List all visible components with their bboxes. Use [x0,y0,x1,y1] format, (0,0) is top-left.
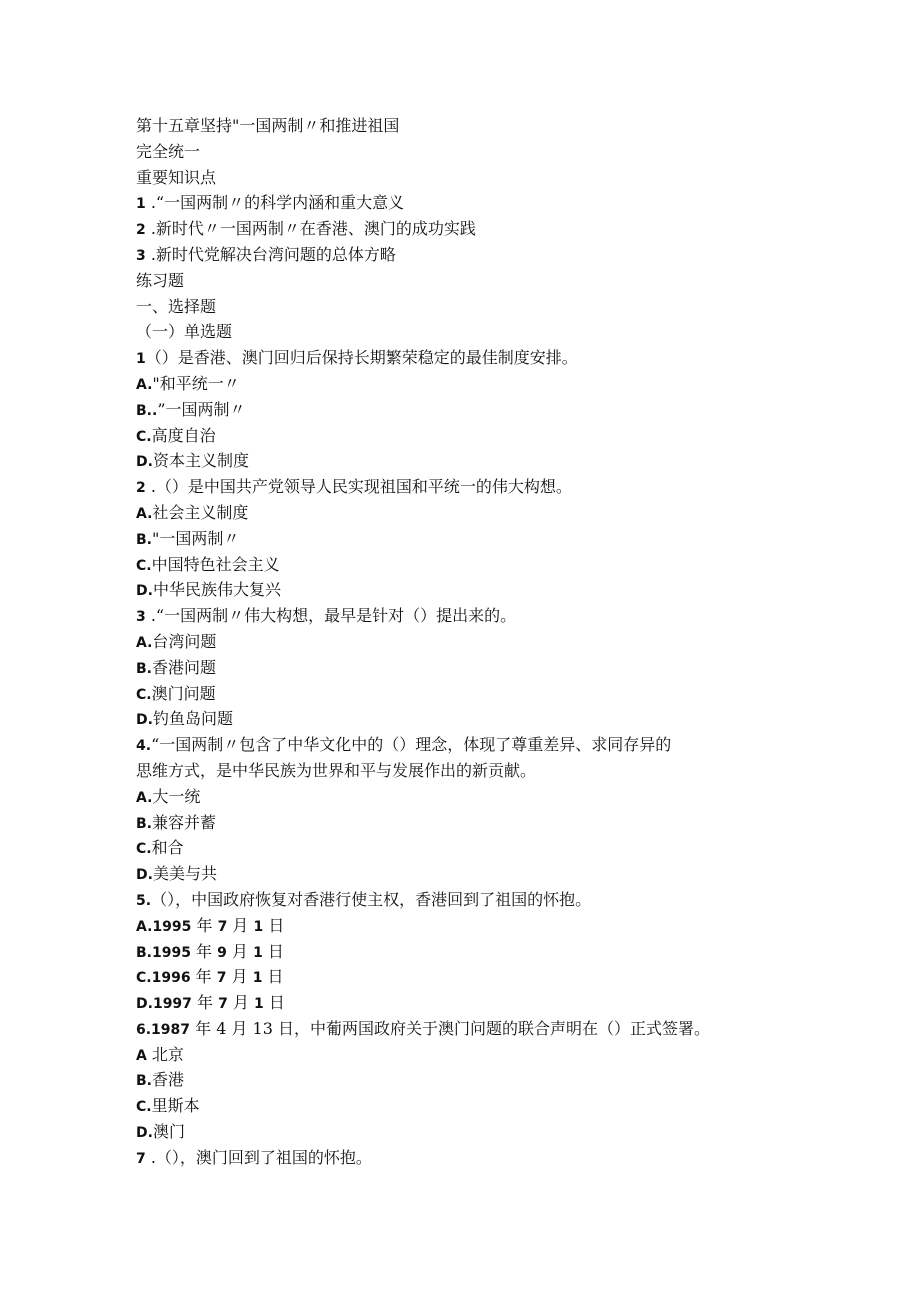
section-choice: 一、选择题 [136,296,217,316]
question-5: 5.（），中国政府恢复对香港行使主权，香港回到了祖国的怀抱。 [136,889,592,909]
section-exercise: 练习题 [136,270,185,290]
question-7: 7 .（），澳门回到了祖国的怀抱。 [136,1147,372,1167]
q5-option-b: B.1995 年 9 月 1 日 [136,941,284,961]
q5-option-d: D.1997 年 7 月 1 日 [136,993,285,1013]
q1-option-d: D.资本主义制度 [136,451,249,471]
chapter-title-line1: 第十五章坚持"一国两制〃和推进祖国 [136,116,400,135]
q4-option-b: B.兼容并蓄 [136,812,217,832]
question-4-continued: 思维方式，是中华民族为世界和平与发展作出的新贡献。 [136,760,537,780]
q1-option-c: C.高度自治 [136,425,216,445]
q2-option-d: D.中华民族伟大复兴 [136,580,281,600]
q3-option-d: D.钓鱼岛问题 [136,709,233,729]
document-page [136,113,856,1171]
q2-option-b: B."一国两制〃 [136,528,240,548]
q3-option-a: A.台湾问题 [136,631,217,651]
section-single-choice: （一）单选题 [136,322,233,342]
question-6: 6.1987 年 4 月 13 日，中葡两国政府关于澳门问题的联合声明在（）正式签署。 [136,1018,711,1038]
q3-option-b: B.香港问题 [136,657,217,677]
q6-option-a: A 北京 [136,1044,184,1064]
question-4: 4.“一国两制〃包含了中华文化中的（）理念，体现了尊重差异、求同存异的 [136,735,672,755]
key-point-3: 3 .新时代党解决台湾问题的总体方略 [136,244,396,264]
q6-option-b: B.香港 [136,1070,185,1090]
key-point-2: 2 .新时代〃一国两制〃在香港、澳门的成功实践 [136,219,476,239]
q4-option-d: D.美美与共 [136,864,217,884]
q1-option-a: A."和平统一〃 [136,373,240,393]
q4-option-c: C.和合 [136,838,184,858]
q5-option-c: C.1996 年 7 月 1 日 [136,967,284,987]
q2-option-a: A.社会主义制度 [136,502,249,522]
q2-option-c: C.中国特色社会主义 [136,554,280,574]
question-3: 3 .“一国两制〃伟大构想，最早是针对（）提出来的。 [136,606,517,626]
chapter-title-line2: 完全统一 [136,141,201,161]
question-1: 1（）是香港、澳门回归后保持长期繁荣稳定的最佳制度安排。 [136,348,578,368]
q6-option-c: C.里斯本 [136,1096,200,1116]
q5-option-a: A.1995 年 7 月 1 日 [136,915,285,935]
question-2: 2 .（）是中国共产党领导人民实现祖国和平统一的伟大构想。 [136,477,572,497]
q1-option-b: B..”一国两制〃 [136,399,246,419]
q3-option-c: C.澳门问题 [136,683,216,703]
q4-option-a: A.大一统 [136,786,201,806]
section-key-points: 重要知识点 [136,167,217,187]
key-point-1: 1 .“一国两制〃的科学内涵和重大意义 [136,193,405,213]
q6-option-d: D.澳门 [136,1122,185,1142]
